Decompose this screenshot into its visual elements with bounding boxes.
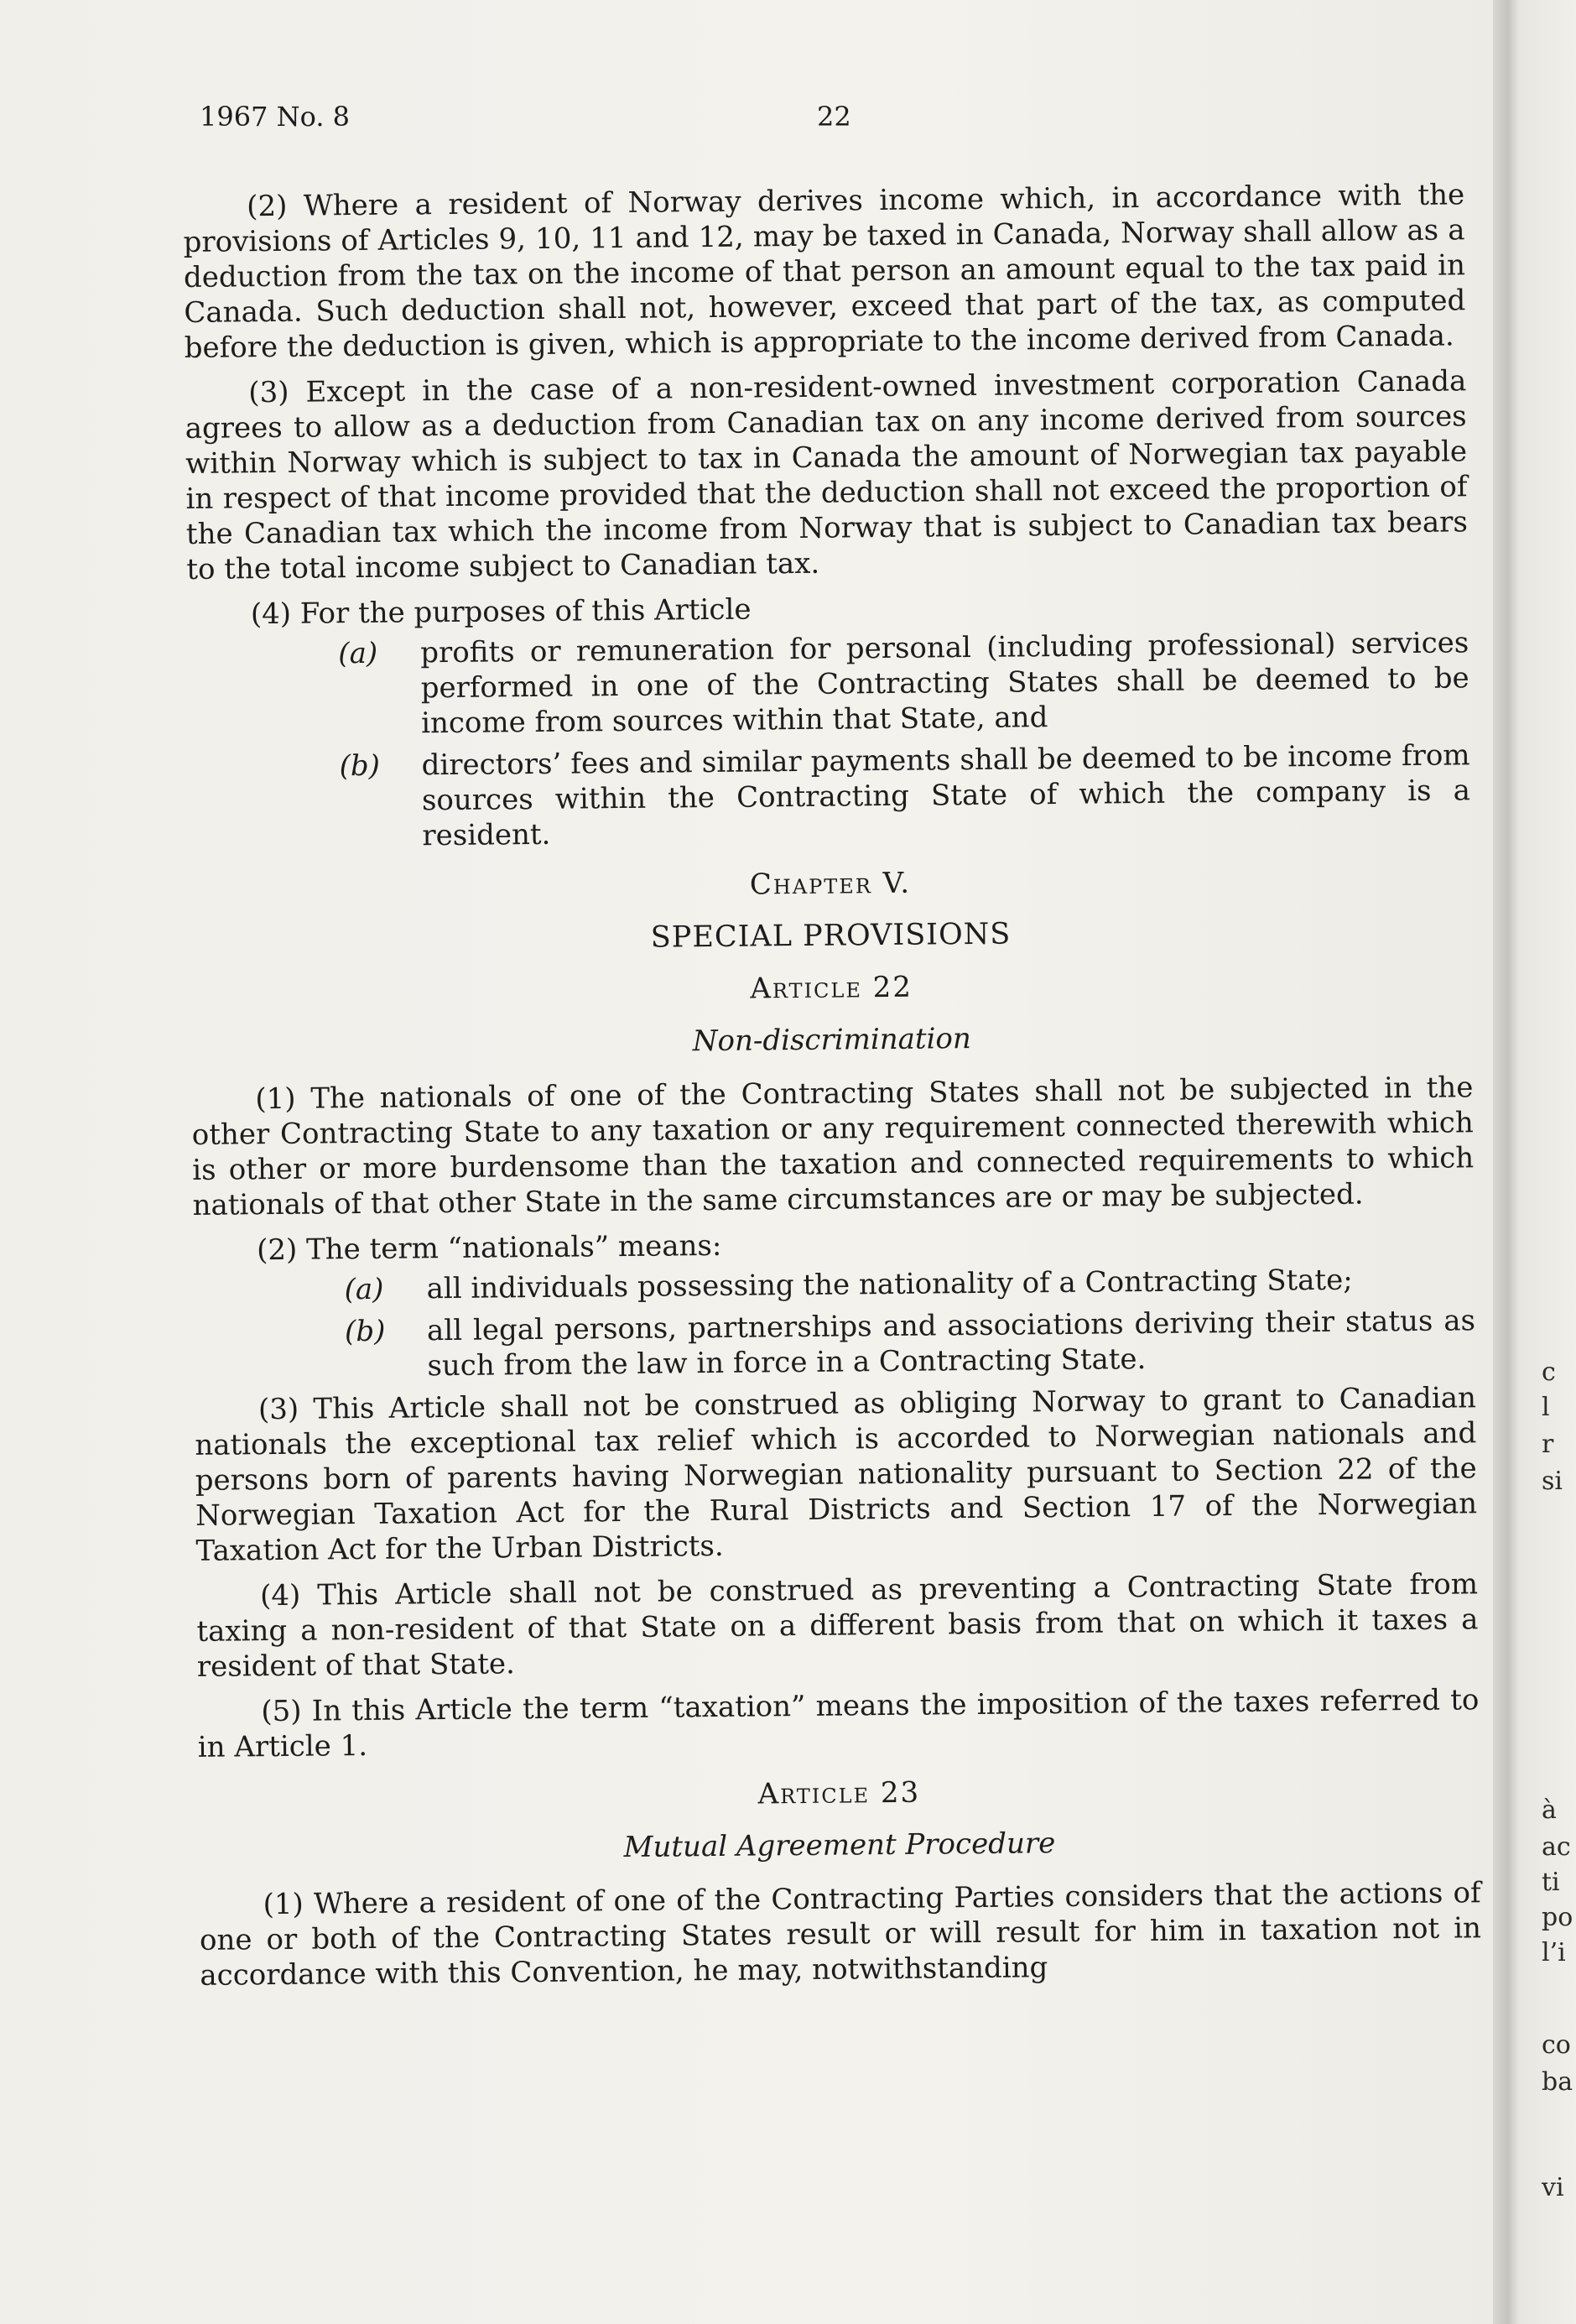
article-subtitle: Mutual Agreement Procedure <box>623 1826 1056 1865</box>
facing-page-fragment: vi <box>1542 2173 1564 2202</box>
facing-page-fragment: l’i <box>1542 1938 1566 1967</box>
paragraph: (1) The nationals of one of the Contracting States shall not be subjected in the other Contracting State to any taxation or any requirement connected therewith which is other or more burdensome than the taxation and connected requirements to which nationals of that other State in the same circumstances are or may be subjected. <box>191 1071 1475 1222</box>
clause-label: (b) <box>339 748 381 784</box>
volume-number: 1967 No. 8 <box>200 101 351 133</box>
paragraph: (2) The term “nationals” means: <box>256 1228 722 1268</box>
facing-page-fragment: c <box>1542 1357 1556 1387</box>
clause-text: profits or remuneration for personal (including professional) services performed in one of the Contracting States shall be deemed to be income from sources within that State, and <box>420 626 1469 741</box>
facing-page-fragment: r <box>1542 1430 1554 1459</box>
article-heading: Article 22 <box>750 970 913 1006</box>
page-number: 22 <box>817 101 851 133</box>
paragraph: (3) Except in the case of a non-resident-owned investment corporation Canada agrees to allow as a deduction from Canadian tax on any income derived from sources within Norway which is subject to tax in Canada the amount of Norwegian tax payable in respect of that income provided that the deduction shall not exceed the proportion of the Canadian tax which the income from Norway that is subject to Canadian tax bears to the total income subject to Canadian tax. <box>185 364 1469 586</box>
facing-page-edge <box>1493 0 1576 2324</box>
facing-page-fragment: si <box>1542 1467 1563 1496</box>
paragraph: (5) In this Article the term “taxation” means the imposition of the taxes referred to in Article 1. <box>197 1683 1480 1764</box>
chapter-label: Chapter V. <box>749 866 912 902</box>
facing-page-fragment: co <box>1542 2030 1571 2060</box>
article-heading: Article 23 <box>757 1775 921 1811</box>
sub-clause <box>194 1303 1476 1386</box>
sub-clause <box>188 737 1470 856</box>
clause-text: all individuals possessing the nationality of a Contracting State; <box>426 1263 1353 1306</box>
body-text <box>183 177 1482 2004</box>
clause-label: (a) <box>344 1272 384 1307</box>
paragraph: (4) For the purposes of this Article <box>250 592 752 632</box>
paragraph: (3) This Article shall not be construed as obliging Norway to grant to Canadian nationals the exceptional tax relief which is accorded to Norwegian nationals and persons born of parents having Norwegian nationality pursuant to Section 22 of the Norwegian Taxation Act for the Rural Districts and Section 17 of the Norwegian Taxation Act for the Urban Districts. <box>195 1381 1478 1568</box>
sub-clause <box>187 625 1469 743</box>
chapter-title: SPECIAL PROVISIONS <box>650 917 1012 955</box>
sub-clause <box>193 1261 1475 1309</box>
facing-page-fragment: ac <box>1542 1832 1571 1862</box>
clause-label: (b) <box>344 1314 386 1349</box>
facing-page-fragment: l <box>1542 1393 1550 1422</box>
clause-label: (a) <box>338 636 378 671</box>
clause-text: directors’ fees and similar payments shall be deemed to be income from sources within the Contracting State of which the company is a resident. <box>421 738 1471 853</box>
facing-page-fragment: po <box>1542 1903 1573 1932</box>
facing-page-fragment: ti <box>1542 1868 1560 1897</box>
paragraph: (1) Where a resident of one of the Contracting Parties considers that the actions of one or both of the Contracting States result or will result for him in taxation not in accordance with this Convention, he may, notwithstanding <box>199 1876 1482 1993</box>
article-subtitle: Non-discrimination <box>692 1022 971 1059</box>
clause-text: all legal persons, partnerships and associations deriving their status as such from the law in force in a Contracting State. <box>426 1304 1476 1383</box>
paragraph: (2) Where a resident of Norway derives income which, in accordance with the provisions of Articles 9, 10, 11 and 12, may be taxed in Canada, Norway shall allow as a deduction from the tax on the income of that person an amount equal to the tax paid in Canada. Such deduction shall not, however, exceed that part of the tax, as computed before the deduction is given, which is appropriate to the income derived from Canada. <box>183 178 1466 365</box>
facing-page-fragment: à <box>1542 1795 1557 1825</box>
paragraph: (4) This Article shall not be construed as preventing a Contracting State from taxing a non-resident of that State on a different basis from that on which it taxes a resident of that State. <box>196 1567 1479 1684</box>
facing-page-fragment: ba <box>1542 2067 1573 2097</box>
